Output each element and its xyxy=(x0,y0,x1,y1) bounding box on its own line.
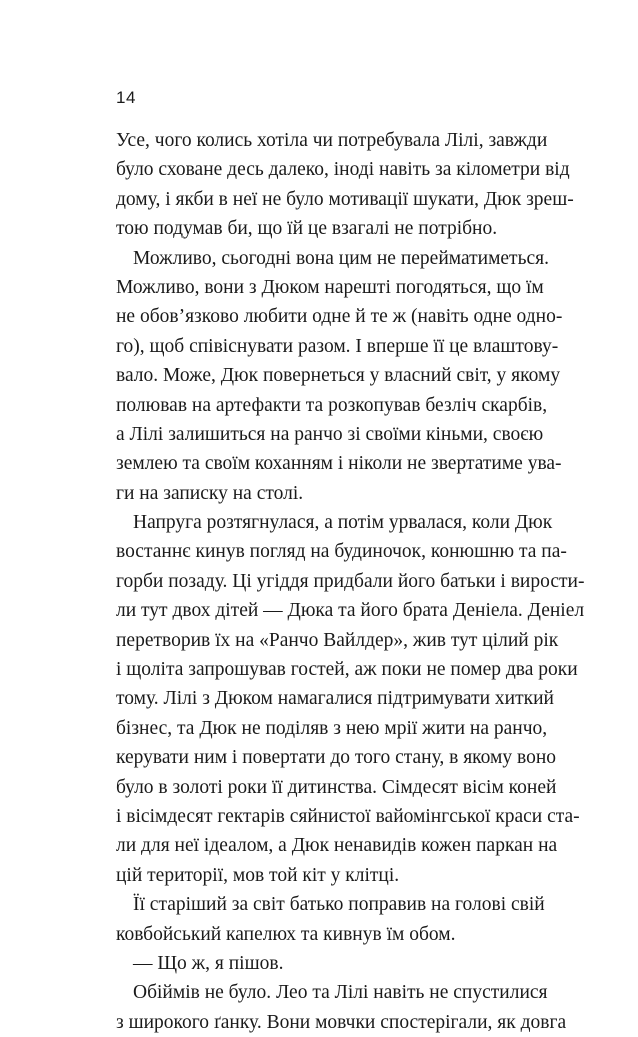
text-line: ли для неї ідеалом, а Дюк ненавидів кожен паркан на xyxy=(116,835,558,857)
text-line: Усе, чого колись хотіла чи потребувала Лілі, завжди xyxy=(116,130,548,151)
text-line: Обіймів не було. Лео та Лілі навіть не спустилися xyxy=(133,982,548,1004)
text-line: було сховане десь далеко, іноді навіть за кілометри від xyxy=(116,159,570,181)
text-line: Можливо, сьогодні вона цим не перейматиметься. xyxy=(133,247,549,269)
page-number: 14 xyxy=(116,88,136,107)
text-line: і вісімдесят гектарів сяйнистої вайомінгської краси ста- xyxy=(116,805,580,827)
text-line: землею та своїм коханням і ніколи не звертатиме ува- xyxy=(116,453,562,475)
text-line: горби позаду. Ці угіддя придбали його батьки і вирости- xyxy=(116,570,585,592)
text-line: полював на артефакти та розкопував безліч скарбів, xyxy=(116,394,548,416)
text-line: ги на записку на столі. xyxy=(116,482,304,504)
text-line: го), щоб співіснувати разом. І вперше її це влаштову- xyxy=(116,335,559,357)
text-line: перетворив їх на «Ранчо Вайлдер», жив тут цілий рік xyxy=(116,629,559,651)
text-line: тою подумав би, що їй це взагалі не потрібно. xyxy=(116,218,498,240)
text-line: було в золоті роки її дитинства. Сімдесят вісім коней xyxy=(116,776,557,798)
text-line: Її старіший за світ батько поправив на голові свій xyxy=(133,894,545,916)
text-line: і щоліта запрошував гостей, аж поки не помер два роки xyxy=(116,659,578,681)
text-line: ковбойський капелюх та кивнув їм обом. xyxy=(116,923,456,945)
text-line: дому, і якби в неї не було мотивації шукати, Дюк зреш- xyxy=(116,188,574,210)
text-line: Напруга розтягнулася, а потім урвалася, коли Дюк xyxy=(133,512,553,534)
body-text xyxy=(116,126,585,1037)
text-line: Можливо, вони з Дюком нарешті погодяться, що їм xyxy=(116,276,544,298)
text-line: тому. Лілі з Дюком намагалися підтримувати хиткий xyxy=(116,688,554,710)
text-line: вало. Може, Дюк повернеться у власний світ, у якому xyxy=(116,365,561,387)
text-line: цій території, мов той кіт у клітці. xyxy=(116,864,400,886)
text-line: ли тут двох дітей — Дюка та його брата Деніела. Деніел xyxy=(116,600,585,622)
text-line: не обов’язково любити одне й те ж (навіть одне одно- xyxy=(116,306,563,328)
text-line: керувати ним і повертати до того стану, в якому воно xyxy=(116,747,557,769)
text-line: — Що ж, я пішов. xyxy=(133,952,284,974)
text-line: а Лілі залишиться на ранчо зі своїми кіньми, своєю xyxy=(116,423,544,445)
text-line: з широкого ґанку. Вони мовчки спостерігали, як довга xyxy=(116,1011,567,1033)
text-line: востаннє кинув погляд на будиночок, конюшню та па- xyxy=(116,541,567,563)
text-line: бізнес, та Дюк не поділяв з нею мрії жити на ранчо, xyxy=(116,717,548,739)
